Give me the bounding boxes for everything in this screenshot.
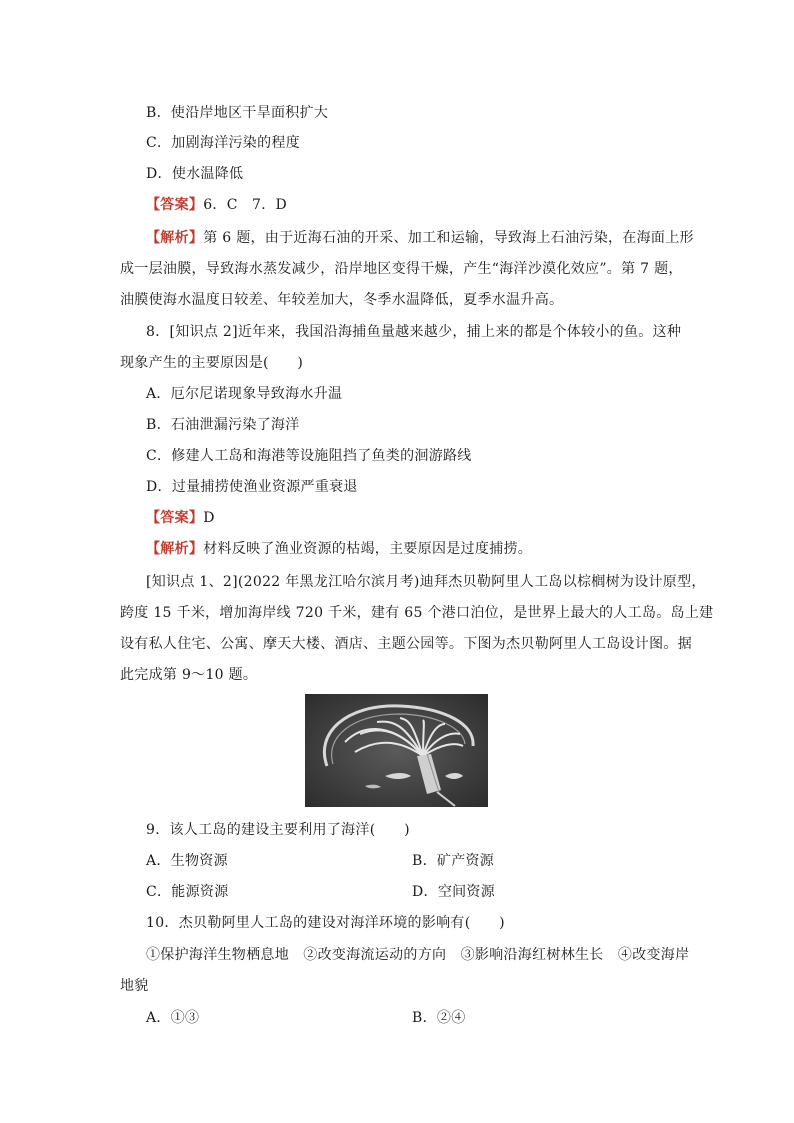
answer-text: D	[203, 510, 215, 526]
q10-option-b: B．②④	[412, 1010, 466, 1026]
intro-line-1: [知识点 1、2](2022 年黑龙江哈尔滨月考)迪拜杰贝勒阿里人工岛以棕榈树为设计原型，	[146, 574, 706, 590]
explanation-6-7-line-1	[146, 228, 706, 248]
q7-option-b: B．使沿岸地区干旱面积扩大	[146, 105, 329, 121]
explanation-tag: 【解析】	[146, 230, 204, 246]
answer-tag: 【答案】	[146, 197, 204, 213]
q9-option-b: B．矿产资源	[412, 853, 495, 869]
answer-8	[146, 508, 706, 528]
q10-statements-line-1: ①保护海洋生物栖息地 ②改变海流运动的方向 ③影响沿海红树林生长 ④改变海岸	[146, 947, 690, 963]
q8-stem-line-1: 8．[知识点 2]近年来，我国沿海捕鱼量越来越少，捕上来的都是个体较小的鱼。这种	[146, 324, 682, 340]
intro-line-3: 设有私人住宅、公寓、摩天大楼、酒店、主题公园等。下图为杰贝勒阿里人工岛设计图。据	[120, 636, 692, 652]
explanation-8	[146, 539, 706, 559]
q9-stem: 9．该人工岛的建设主要利用了海洋( )	[146, 822, 410, 838]
q9-option-c: C．能源资源	[146, 884, 229, 900]
q10-stem: 10．杰贝勒阿里人工岛的建设对海洋环境的影响有( )	[146, 915, 505, 931]
q9-option-d: D．空间资源	[412, 884, 496, 900]
explanation-text: 第 6 题，由于近海石油的开采、加工和运输，导致海上石油污染，在海面上形	[203, 230, 694, 246]
q8-option-a: A．厄尔尼诺现象导致海水升温	[146, 386, 343, 402]
explanation-6-7-line-2: 成一层油膜，导致海水蒸发减少，沿岸地区变得干燥，产生“海洋沙漠化效应”。第 7 题，	[120, 261, 683, 277]
q9-option-a: A．生物资源	[146, 853, 228, 869]
explanation-text: 材料反映了渔业资源的枯竭，主要原因是过度捕捞。	[203, 541, 533, 557]
intro-line-2: 跨度 15 千米，增加海岸线 720 千米，建有 65 个港口泊位，是世界上最大的人工岛。岛上建	[120, 605, 714, 621]
q8-option-d: D．过量捕捞使渔业资源严重衰退	[146, 479, 358, 495]
explanation-6-7-line-3: 油膜使海水温度日较差、年较差加大，冬季水温降低，夏季水温升高。	[120, 292, 564, 308]
q7-option-d: D．使水温降低	[146, 166, 244, 182]
answer-6-7	[146, 195, 706, 215]
palm-island-image	[305, 694, 488, 807]
intro-line-4: 此完成第 9～10 题。	[120, 667, 258, 683]
explanation-tag: 【解析】	[146, 541, 204, 557]
q8-stem-line-2: 现象产生的主要原因是( )	[120, 355, 304, 371]
q8-option-b: B．石油泄漏污染了海洋	[146, 417, 300, 433]
q8-option-c: C．修建人工岛和海港等设施阻挡了鱼类的洄游路线	[146, 448, 472, 464]
q7-option-c: C．加剧海洋污染的程度	[146, 135, 301, 151]
q10-option-a: A．①③	[146, 1010, 200, 1026]
answer-text: 6．C 7．D	[203, 197, 288, 213]
answer-tag: 【答案】	[146, 510, 204, 526]
q10-statements-line-2: 地貌	[120, 978, 149, 994]
